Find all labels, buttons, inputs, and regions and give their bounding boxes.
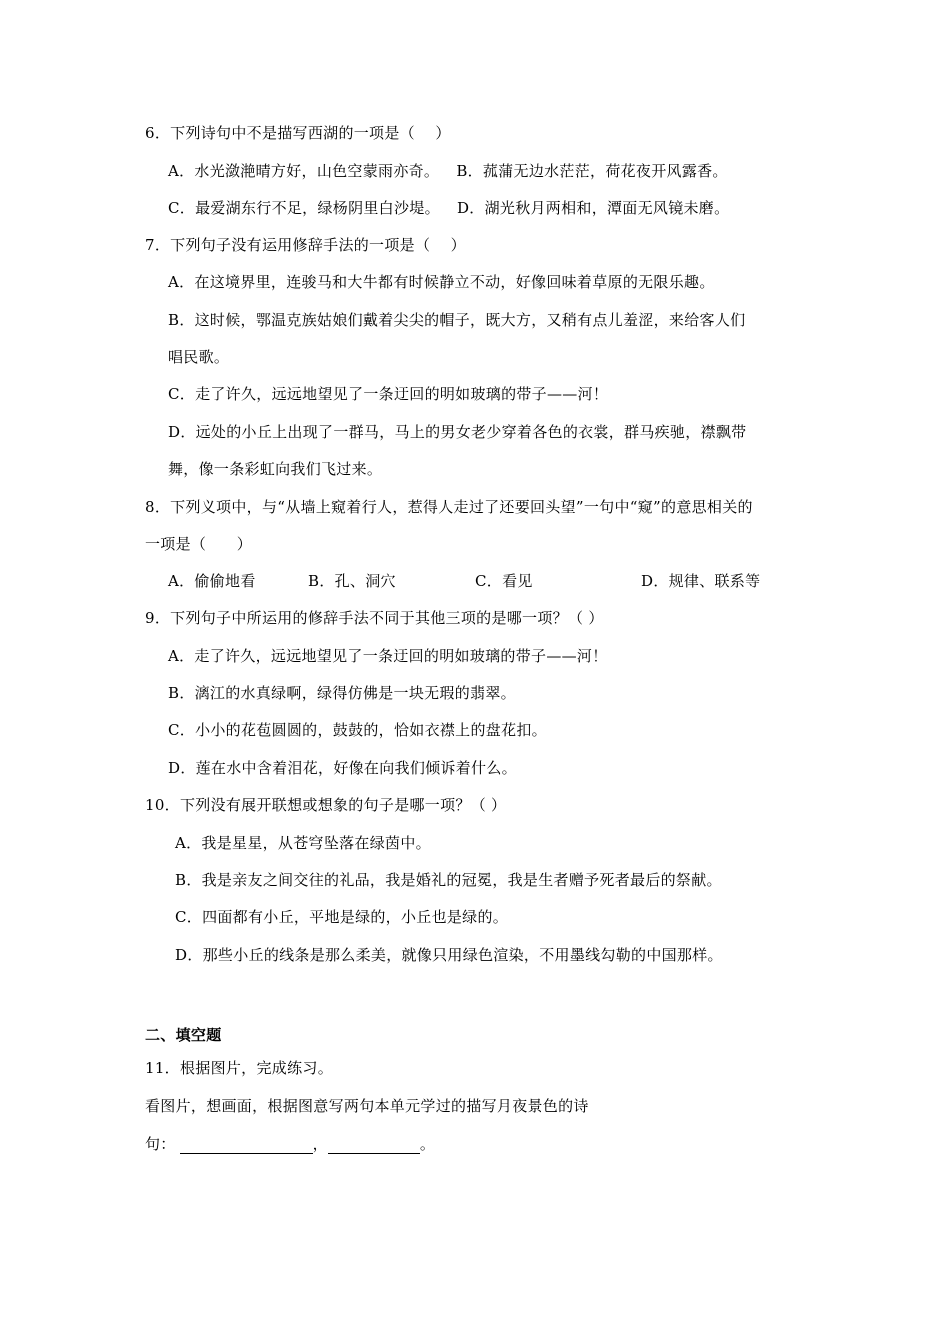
question-11-instruction: 看图片，想画面，根据图意写两句本单元学过的描写月夜景色的诗 <box>145 1097 589 1115</box>
question-10-option-d: D．那些小丘的线条是那么柔美，就像只用绿色渲染，不用墨线勾勒的中国那样。 <box>175 946 723 964</box>
question-10-option-c: C．四面都有小丘，平地是绿的，小丘也是绿的。 <box>175 908 509 926</box>
question-11-comma: ， <box>312 1135 328 1153</box>
question-11-prefix: 句： <box>145 1135 176 1153</box>
question-7-option-d-cont: 舞，像一条彩虹向我们飞过来。 <box>168 460 383 478</box>
question-9-option-a: A．走了许久，远远地望见了一条迂回的明如玻璃的带子——河！ <box>168 647 608 665</box>
question-11-answer-line <box>145 1134 825 1154</box>
question-9-option-b: B．漓江的水真绿啊，绿得仿佛是一块无瑕的翡翠。 <box>168 684 516 702</box>
question-7-option-d: D．远处的小丘上出现了一群马，马上的男女老少穿着各色的衣裳，群马疾驰，襟飘带 <box>168 423 747 441</box>
question-8-stem: 8．下列义项中，与“从墙上窥着行人，惹得人走过了还要回头望”一句中“窥”的意思相关的 <box>145 498 753 516</box>
question-7-option-c: C．走了许久，远远地望见了一条迂回的明如玻璃的带子——河！ <box>168 385 609 403</box>
question-6-options-cd <box>168 198 848 218</box>
question-6-option-b: B．菰蒲无边水茫茫，荷花夜开风露香。 <box>456 162 728 180</box>
question-7-option-b-cont: 唱民歌。 <box>168 348 230 366</box>
question-7-option-b: B．这时候，鄂温克族姑娘们戴着尖尖的帽子，既大方，又稍有点儿羞涩，来给客人们 <box>168 311 746 329</box>
question-8-option-d: D．规律、联系等 <box>641 572 761 590</box>
question-6-option-c: C．最爱湖东行不足，绿杨阴里白沙堤。 <box>168 199 440 217</box>
question-8-options <box>168 571 848 591</box>
question-8-option-c: C．看见 <box>475 572 533 590</box>
question-7-stem: 7．下列句子没有运用修辞手法的一项是（ ） <box>145 236 466 254</box>
answer-blank-1[interactable] <box>180 1137 313 1154</box>
question-10-option-a: A．我是星星，从苍穹坠落在绿茵中。 <box>175 834 431 852</box>
question-6-option-d: D．湖光秋月两相和，潭面无风镜未磨。 <box>456 199 730 217</box>
question-9-stem: 9．下列句子中所运用的修辞手法不同于其他三项的是哪一项？（ ） <box>145 609 604 627</box>
question-6-stem: 6．下列诗句中不是描写西湖的一项是（ ） <box>145 124 451 142</box>
section-2-heading: 二、填空题 <box>145 1026 222 1044</box>
question-11-stem: 11．根据图片，完成练习。 <box>145 1059 333 1077</box>
question-8-option-b: B．孔、洞穴 <box>308 572 396 590</box>
question-10-stem: 10．下列没有展开联想或想象的句子是哪一项？（ ） <box>145 796 507 814</box>
question-8-option-a: A．偷偷地看 <box>168 572 256 590</box>
question-6-option-a: A．水光潋滟晴方好，山色空蒙雨亦奇。 <box>168 162 440 180</box>
question-7-option-a: A．在这境界里，连骏马和大牛都有时候静立不动，好像回味着草原的无限乐趣。 <box>168 273 715 291</box>
question-11-period: 。 <box>419 1135 436 1153</box>
question-6-options-ab <box>168 161 848 181</box>
question-10-option-b: B．我是亲友之间交往的礼品，我是婚礼的冠冕，我是生者赠予死者最后的祭献。 <box>175 871 722 889</box>
question-9-option-d: D．莲在水中含着泪花，好像在向我们倾诉着什么。 <box>168 759 517 777</box>
answer-blank-2[interactable] <box>328 1137 420 1154</box>
question-9-option-c: C．小小的花苞圆圆的，鼓鼓的，恰如衣襟上的盘花扣。 <box>168 721 547 739</box>
question-8-stem-cont: 一项是（ ） <box>145 535 253 553</box>
